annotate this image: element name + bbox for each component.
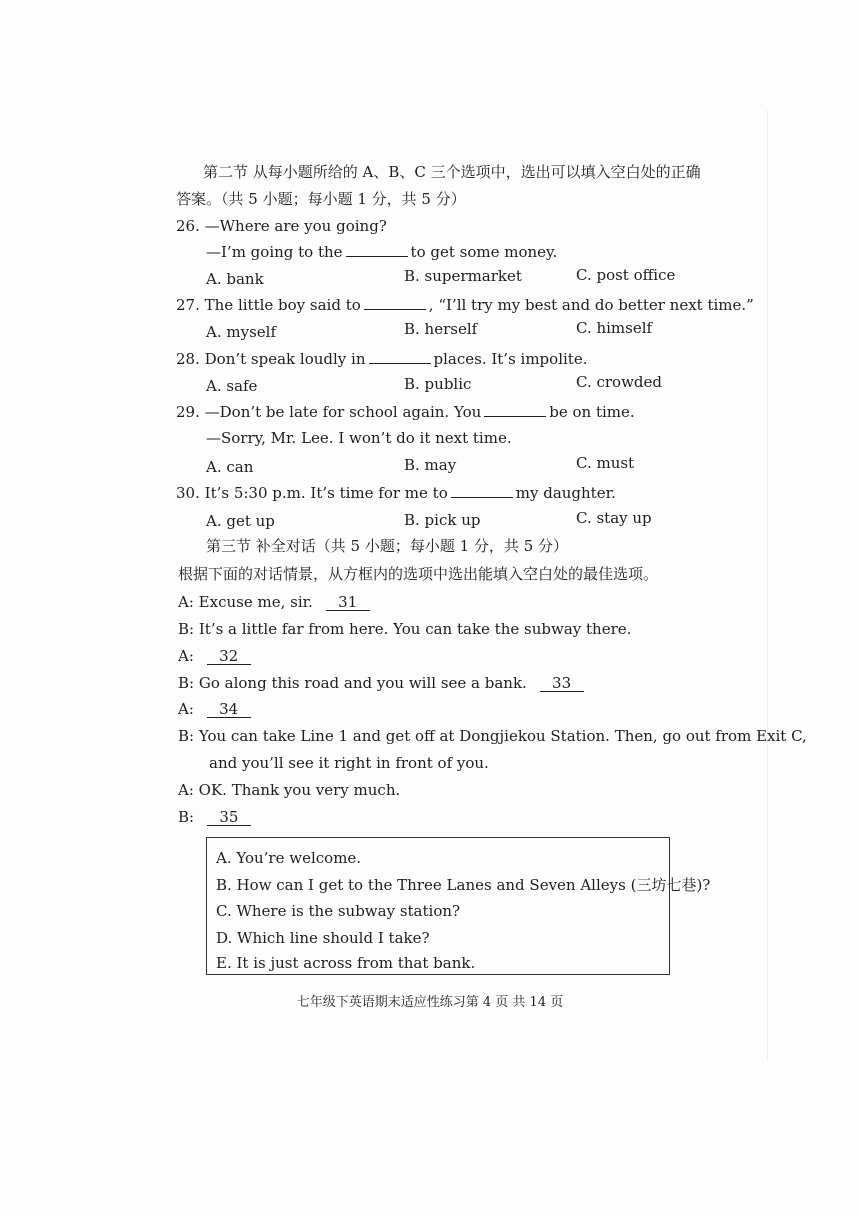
choice-c: C. Where is the subway station? [216, 902, 461, 920]
question-27 [176, 295, 754, 315]
dialogue-text: and you’ll see it right in front of you. [209, 754, 489, 772]
option-c: C. post office [576, 266, 676, 284]
answer-blank-32: 32 [207, 648, 251, 665]
answer-blank [369, 349, 431, 364]
answer-blank-34: 34 [207, 701, 251, 718]
question-text-after: be on time. [549, 403, 635, 421]
option-b: B. public [404, 375, 472, 393]
dialogue-line-9 [178, 807, 251, 827]
question-30 [176, 483, 616, 503]
question-text: —Where are you going? [204, 217, 387, 235]
dialogue-line-7 [209, 753, 489, 773]
option-b: B. herself [404, 320, 478, 338]
speaker: A: [178, 593, 194, 611]
question-number: 28. [176, 350, 200, 368]
page-footer: 七年级下英语期末适应性练习第 4 页 共 14 页 [296, 995, 564, 1010]
dialogue-line-1 [178, 592, 370, 612]
speaker: B: [178, 620, 195, 638]
question-number: 29. [176, 403, 200, 421]
dialogue-line-5 [178, 699, 251, 719]
question-26-line2 [206, 242, 557, 262]
dialogue-line-2 [178, 619, 631, 639]
option-a: A. safe [206, 377, 258, 395]
question-text-after: places. It’s impolite. [433, 350, 588, 368]
choice-a: A. You’re welcome. [216, 849, 362, 867]
option-b: B. may [404, 456, 457, 474]
question-text-after: my daughter. [515, 484, 616, 502]
option-b: B. pick up [404, 511, 481, 529]
question-text-before: —I’m going to the [206, 243, 343, 261]
dialogue-text: You can take Line 1 and get off at Dongjiekou Station. Then, go out from Exit C, [198, 727, 807, 745]
answer-blank [484, 402, 546, 417]
option-b: B. supermarket [404, 267, 522, 285]
question-number: 26. [176, 217, 200, 235]
answer-blank-35: 35 [207, 809, 251, 826]
question-text-after: to get some money. [410, 243, 558, 261]
section2-heading-line2: 答案。（共 5 小题；每小题 1 分，共 5 分） [176, 190, 466, 208]
choice-d: D. Which line should I take? [216, 929, 430, 947]
option-a: A. bank [206, 270, 264, 288]
speaker: A: [178, 700, 194, 718]
dialogue-line-8 [178, 780, 400, 800]
question-text-before: The little boy said to [204, 296, 361, 314]
speaker: B: [178, 808, 195, 826]
choices-box [206, 837, 711, 975]
speaker: B: [178, 674, 195, 692]
choice-b: B. How can I get to the Three Lanes and Seven Alleys (三坊七巷)? [216, 876, 711, 894]
choice-e: E. It is just across from that bank. [216, 954, 476, 972]
question-29 [176, 402, 635, 422]
dialogue-text: OK. Thank you very much. [198, 781, 401, 799]
option-c: C. himself [576, 319, 653, 337]
option-c: C. crowded [576, 373, 663, 391]
question-text-after: , “I’ll try my best and do better next time.” [428, 296, 754, 314]
section3-instruction: 根据下面的对话情景，从方框内的选项中选出能填入空白处的最佳选项。 [178, 565, 659, 583]
scan-edge [767, 110, 768, 1060]
section3-heading: 第三节 补全对话（共 5 小题；每小题 1 分，共 5 分） [206, 537, 569, 555]
answer-blank [346, 242, 408, 257]
dialogue-text: It’s a little far from here. You can take the subway there. [198, 620, 632, 638]
speaker: A: [178, 781, 194, 799]
option-a: A. can [206, 458, 254, 476]
section2-heading-line1: 第二节 从每小题所给的 A、B、C 三个选项中，选出可以填入空白处的正确 [203, 163, 701, 181]
question-text-before: Don’t speak loudly in [204, 350, 366, 368]
option-a: A. myself [206, 323, 276, 341]
dialogue-text: Go along this road and you will see a bank. [198, 674, 527, 692]
answer-blank [364, 295, 426, 310]
question-28 [176, 349, 587, 369]
option-c: C. must [576, 454, 635, 472]
dialogue-text: Excuse me, sir. [198, 593, 313, 611]
question-29-line2: —Sorry, Mr. Lee. I won’t do it next time. [206, 429, 512, 447]
question-number: 27. [176, 296, 200, 314]
question-number: 30. [176, 484, 200, 502]
option-c: C. stay up [576, 509, 652, 527]
dialogue-line-3 [178, 646, 251, 666]
option-a: A. get up [206, 512, 275, 530]
question-26 [176, 216, 387, 236]
dialogue-line-4 [178, 673, 584, 693]
dialogue-line-6 [178, 726, 807, 746]
answer-blank [451, 483, 513, 498]
answer-blank-33: 33 [540, 675, 584, 692]
question-text-before: It’s 5:30 p.m. It’s time for me to [204, 484, 448, 502]
speaker: B: [178, 727, 195, 745]
speaker: A: [178, 647, 194, 665]
answer-blank-31: 31 [326, 594, 370, 611]
question-text-before: —Don’t be late for school again. You [204, 403, 482, 421]
